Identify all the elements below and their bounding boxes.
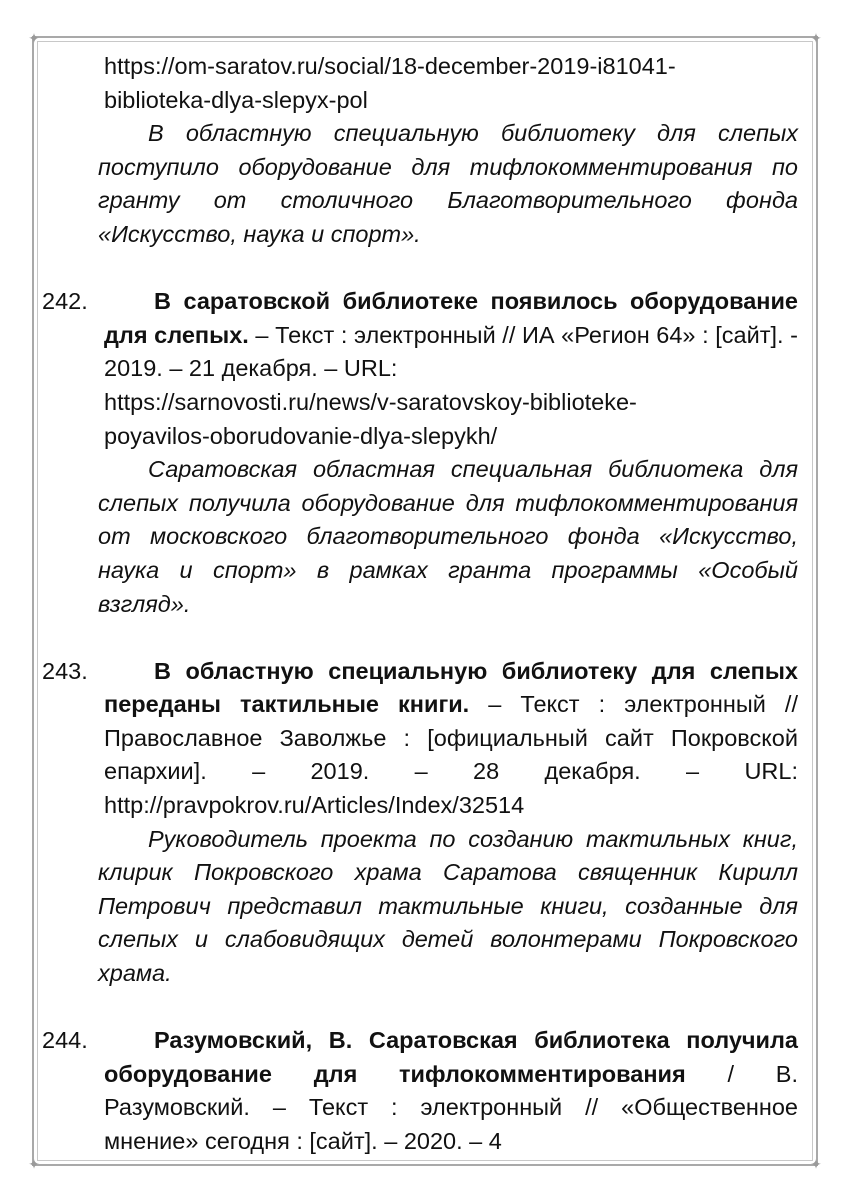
entry-url: poyavilos-oborudovanie-dlya-slepykh/ (104, 422, 498, 449)
corner-ornament-icon: ✦ (28, 1156, 40, 1172)
entry-title: В областную специальную библиотеку для слепых переданы тактильные книги. (104, 657, 798, 718)
bibliography-entry (42, 1024, 798, 1158)
entry-details: – Текст : электронный // ИА «Регион 64» : [сайт]. - 2019. – 21 декабря. – URL: (104, 321, 798, 382)
entry-details: – Текст : электронный // Православное Заволжье : [официальный сайт Покровской епархии]. – 2019. – 28 декабря. – URL: http://pravpokrov.ru/Articles/Index/32514 (104, 691, 798, 819)
entry-annotation: В областную специальную библиотеку для слепых поступило оборудование для тифлокомментирования по гранту от столичного Благотворительного фонда «Искусство, наука и спорт». (98, 120, 798, 247)
entry-title: Разумовский, В. Саратовская библиотека получила оборудование для тифлокомментирования (104, 1027, 798, 1087)
entry-number: 242. (42, 288, 88, 315)
corner-ornament-icon: ✦ (810, 1156, 822, 1172)
entry-url: https://om-saratov.ru/social/18-december-2019-i81041- (104, 53, 676, 79)
entry-number: 243. (42, 657, 88, 684)
bibliography-entry (42, 655, 798, 823)
bibliography-entry (42, 285, 798, 453)
entry-details: / В. Разумовский. – Текст : электронный // «Общественное мнение» сегодня : [сайт]. – 2020. – 4 (104, 1060, 799, 1154)
entry-url: biblioteka-dlya-slepyx-pol (104, 86, 368, 113)
document-page (42, 50, 798, 1160)
corner-ornament-icon: ✦ (28, 30, 40, 46)
entry-number: 244. (42, 1027, 88, 1054)
corner-ornament-icon: ✦ (810, 30, 822, 46)
prev-entry (42, 50, 798, 252)
entry-url: https://sarnovosti.ru/news/v-saratovskoy-biblioteke- (104, 388, 637, 415)
entry-title: В саратовской библиотеке появилось оборудование для слепых. (104, 288, 798, 348)
entry-annotation: Саратовская областная специальная библиотека для слепых получила оборудование для тифлокомментирования от московского благотворительного фонда «Искусство, наука и спорт» в рамках гранта программы «Особый взгляд». (98, 456, 798, 617)
entry-annotation: Руководитель проекта по созданию тактильных книг, клирик Покровского храма Саратова священник Кирилл Петрович представил тактильные книги, созданные для слепых и слабовидящих детей волонтерами Покровского храма. (98, 825, 798, 987)
